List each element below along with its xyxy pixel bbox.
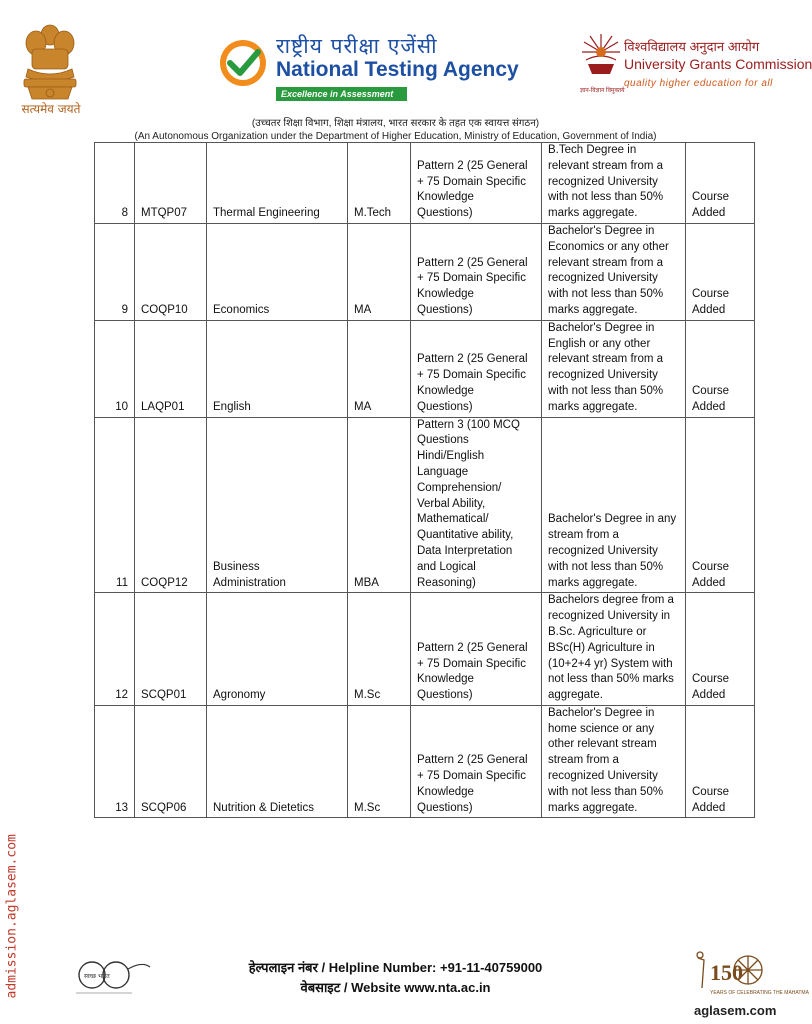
cell-line: (10+2+4 yr) System with: [548, 657, 673, 670]
table-row: [95, 593, 755, 706]
cell-line: + 75 Domain Specific: [417, 657, 526, 670]
cell-line: with not less than 50%: [548, 384, 664, 397]
cell-line: recognized University: [548, 369, 658, 382]
swachh-label: स्वच्छ भारत: [84, 973, 110, 980]
eligibility-cell: [542, 417, 686, 593]
degree-cell: M.Sc: [348, 705, 411, 818]
side-watermark: admission.aglasem.com: [4, 834, 20, 999]
cell-line: Business: [213, 560, 260, 573]
table-row: [95, 223, 755, 320]
cell-line: marks aggregate.: [548, 207, 638, 220]
subject-cell: Thermal Engineering: [207, 143, 348, 224]
eligibility-cell: [542, 320, 686, 417]
cell-line: marks aggregate.: [548, 400, 638, 413]
cell-line: with not less than 50%: [548, 560, 664, 573]
paper-code-cell: SCQP06: [135, 705, 207, 818]
cell-line: + 75 Domain Specific: [417, 369, 526, 382]
paper-code-cell: COQP10: [135, 223, 207, 320]
cell-line: Questions): [417, 689, 473, 702]
nta-check-logo-icon: [218, 38, 268, 88]
nta-tagline: Excellence in Assessment: [276, 87, 407, 101]
paper-code-cell: COQP12: [135, 417, 207, 593]
table-row: [95, 417, 755, 593]
cell-line: Questions): [417, 207, 473, 220]
cell-line: stream from a: [548, 529, 619, 542]
nta-name-hindi: राष्ट्रीय परीक्षा एजेंसी: [276, 34, 438, 58]
cell-line: Economics or any other: [548, 240, 669, 253]
cell-line: Knowledge: [417, 384, 474, 397]
exam-pattern-cell: [411, 593, 542, 706]
gandhi-logo-caption: YEARS OF CELEBRATING THE MAHATMA: [710, 990, 809, 996]
gandhi-logo-number: 150: [710, 960, 743, 985]
cell-line: + 75 Domain Specific: [417, 175, 526, 188]
cell-line: Added: [692, 303, 726, 316]
cell-line: Comprehension/: [417, 481, 502, 494]
cell-line: Course: [692, 384, 730, 397]
cell-line: Course: [692, 191, 730, 204]
remarks-cell: [686, 705, 755, 818]
cell-line: + 75 Domain Specific: [417, 272, 526, 285]
exam-pattern-cell: [411, 417, 542, 593]
serial-number-cell: 8: [95, 143, 135, 224]
table-row: [95, 143, 755, 224]
subject-cell: Agronomy: [207, 593, 348, 706]
cell-line: Course: [692, 785, 730, 798]
cell-line: Knowledge: [417, 288, 474, 301]
nta-name: National Testing Agency: [276, 58, 519, 81]
serial-number-cell: 11: [95, 417, 135, 593]
subject-cell: English: [207, 320, 348, 417]
paper-code-cell: MTQP07: [135, 143, 207, 224]
degree-cell: MA: [348, 320, 411, 417]
remarks-cell: [686, 593, 755, 706]
remarks-cell: [686, 417, 755, 593]
subject-cell: Nutrition & Dietetics: [207, 705, 348, 818]
organization-subtitle-hindi: (उच्चतर शिक्षा विभाग, शिक्षा मंत्रालय, भारत सरकार के तहत एक स्वायत्त संगठन): [251, 118, 540, 129]
cell-line: Knowledge: [417, 673, 474, 686]
organization-subtitle: (An Autonomous Organization under the Department of Higher Education, Ministry of Education, Government of India): [134, 131, 657, 142]
cell-line: Added: [692, 207, 726, 220]
cell-line: recognized University: [548, 770, 658, 783]
cell-line: English or any other: [548, 337, 651, 350]
cell-line: Pattern 2 (25 General: [417, 754, 528, 767]
cell-line: Verbal Ability,: [417, 497, 486, 510]
cell-line: Quantitative ability,: [417, 529, 514, 542]
subject-cell: Economics: [207, 223, 348, 320]
cell-line: marks aggregate.: [548, 576, 638, 589]
cell-line: Reasoning): [417, 576, 476, 589]
eligibility-cell: [542, 705, 686, 818]
exam-pattern-cell: [411, 705, 542, 818]
cell-line: Knowledge: [417, 785, 474, 798]
degree-cell: MA: [348, 223, 411, 320]
cell-line: Course: [692, 673, 730, 686]
cell-line: aggregate.: [548, 689, 603, 702]
degree-cell: M.Tech: [348, 143, 411, 224]
serial-number-cell: 9: [95, 223, 135, 320]
cell-line: not less than 50% marks: [548, 673, 674, 686]
cell-line: Added: [692, 400, 726, 413]
cell-line: Knowledge: [417, 191, 474, 204]
website-link[interactable]: वेबसाइट / Website www.nta.ac.in: [300, 980, 491, 995]
cell-line: Pattern 3 (100 MCQ: [417, 418, 520, 431]
cell-line: marks aggregate.: [548, 303, 638, 316]
eligibility-cell: [542, 223, 686, 320]
cell-line: Pattern 2 (25 General: [417, 353, 528, 366]
gandhi-150-logo-icon: [690, 948, 809, 1006]
cell-line: Bachelor's Degree in any: [548, 513, 677, 526]
cell-line: Language: [417, 465, 469, 478]
ugc-tagline: quality higher education for all: [624, 78, 773, 89]
exam-pattern-cell: [411, 143, 542, 224]
ugc-name: University Grants Commission: [624, 56, 812, 72]
cell-line: Administration: [213, 576, 286, 589]
cell-line: with not less than 50%: [548, 288, 664, 301]
helpline-number: हेल्पलाइन नंबर / Helpline Number: +91-11-40759000: [248, 960, 543, 975]
cell-line: Added: [692, 576, 726, 589]
paper-code-cell: LAQP01: [135, 320, 207, 417]
cell-line: with not less than 50%: [548, 785, 664, 798]
cell-line: Questions: [417, 434, 469, 447]
cell-line: Bachelor's Degree in: [548, 224, 655, 237]
courses-table: [94, 142, 755, 818]
cell-line: Bachelors degree from a: [548, 594, 674, 607]
cell-line: B.Sc. Agriculture or: [548, 625, 647, 638]
national-emblem-icon: [14, 14, 86, 114]
serial-number-cell: 13: [95, 705, 135, 818]
table-row: [95, 320, 755, 417]
corner-watermark: aglasem.com: [694, 1003, 777, 1018]
exam-pattern-cell: [411, 223, 542, 320]
cell-line: Pattern 2 (25 General: [417, 159, 528, 172]
cell-line: Added: [692, 689, 726, 702]
cell-line: Course: [692, 560, 730, 573]
cell-line: Mathematical/: [417, 513, 489, 526]
remarks-cell: [686, 223, 755, 320]
cell-line: Pattern 2 (25 General: [417, 256, 528, 269]
cell-line: relevant stream from a: [548, 353, 664, 366]
table-row: [95, 705, 755, 818]
cell-line: Data Interpretation: [417, 544, 513, 557]
cell-line: Questions): [417, 303, 473, 316]
cell-line: Hindi/English: [417, 450, 485, 463]
emblem-motto: सत्यमेव जयते: [21, 102, 81, 116]
cell-line: recognized University: [548, 544, 658, 557]
ugc-name-hindi: विश्वविद्यालय अनुदान आयोग: [624, 39, 760, 54]
cell-line: Bachelor's Degree in: [548, 321, 655, 334]
remarks-cell: [686, 320, 755, 417]
ugc-logo-icon: [580, 30, 622, 80]
subject-cell: [207, 417, 348, 593]
cell-line: BSc(H) Agriculture in: [548, 641, 655, 654]
degree-cell: M.Sc: [348, 593, 411, 706]
eligibility-cell: [542, 143, 686, 224]
cell-line: Added: [692, 801, 726, 814]
cell-line: Pattern 2 (25 General: [417, 641, 528, 654]
cell-line: Questions): [417, 801, 473, 814]
cell-line: recognized University: [548, 272, 658, 285]
cell-line: marks aggregate.: [548, 801, 638, 814]
cell-line: relevant stream from a: [548, 159, 664, 172]
cell-line: other relevant stream: [548, 738, 657, 751]
cell-line: relevant stream from a: [548, 256, 664, 269]
serial-number-cell: 10: [95, 320, 135, 417]
cell-line: Questions): [417, 400, 473, 413]
cell-line: recognized University in: [548, 610, 671, 623]
eligibility-cell: [542, 593, 686, 706]
cell-line: and Logical: [417, 560, 476, 573]
degree-cell: MBA: [348, 417, 411, 593]
paper-code-cell: SCQP01: [135, 593, 207, 706]
exam-pattern-cell: [411, 320, 542, 417]
cell-line: home science or any: [548, 722, 655, 735]
cell-line: Course: [692, 288, 730, 301]
cell-line: Bachelor's Degree in: [548, 706, 655, 719]
remarks-cell: [686, 143, 755, 224]
cell-line: recognized University: [548, 175, 658, 188]
ugc-logo-caption: ज्ञान-विज्ञान विमुक्तये: [580, 88, 625, 94]
cell-line: + 75 Domain Specific: [417, 770, 526, 783]
cell-line: B.Tech Degree in: [548, 144, 637, 156]
serial-number-cell: 12: [95, 593, 135, 706]
cell-line: with not less than 50%: [548, 191, 664, 204]
cell-line: stream from a: [548, 754, 619, 767]
